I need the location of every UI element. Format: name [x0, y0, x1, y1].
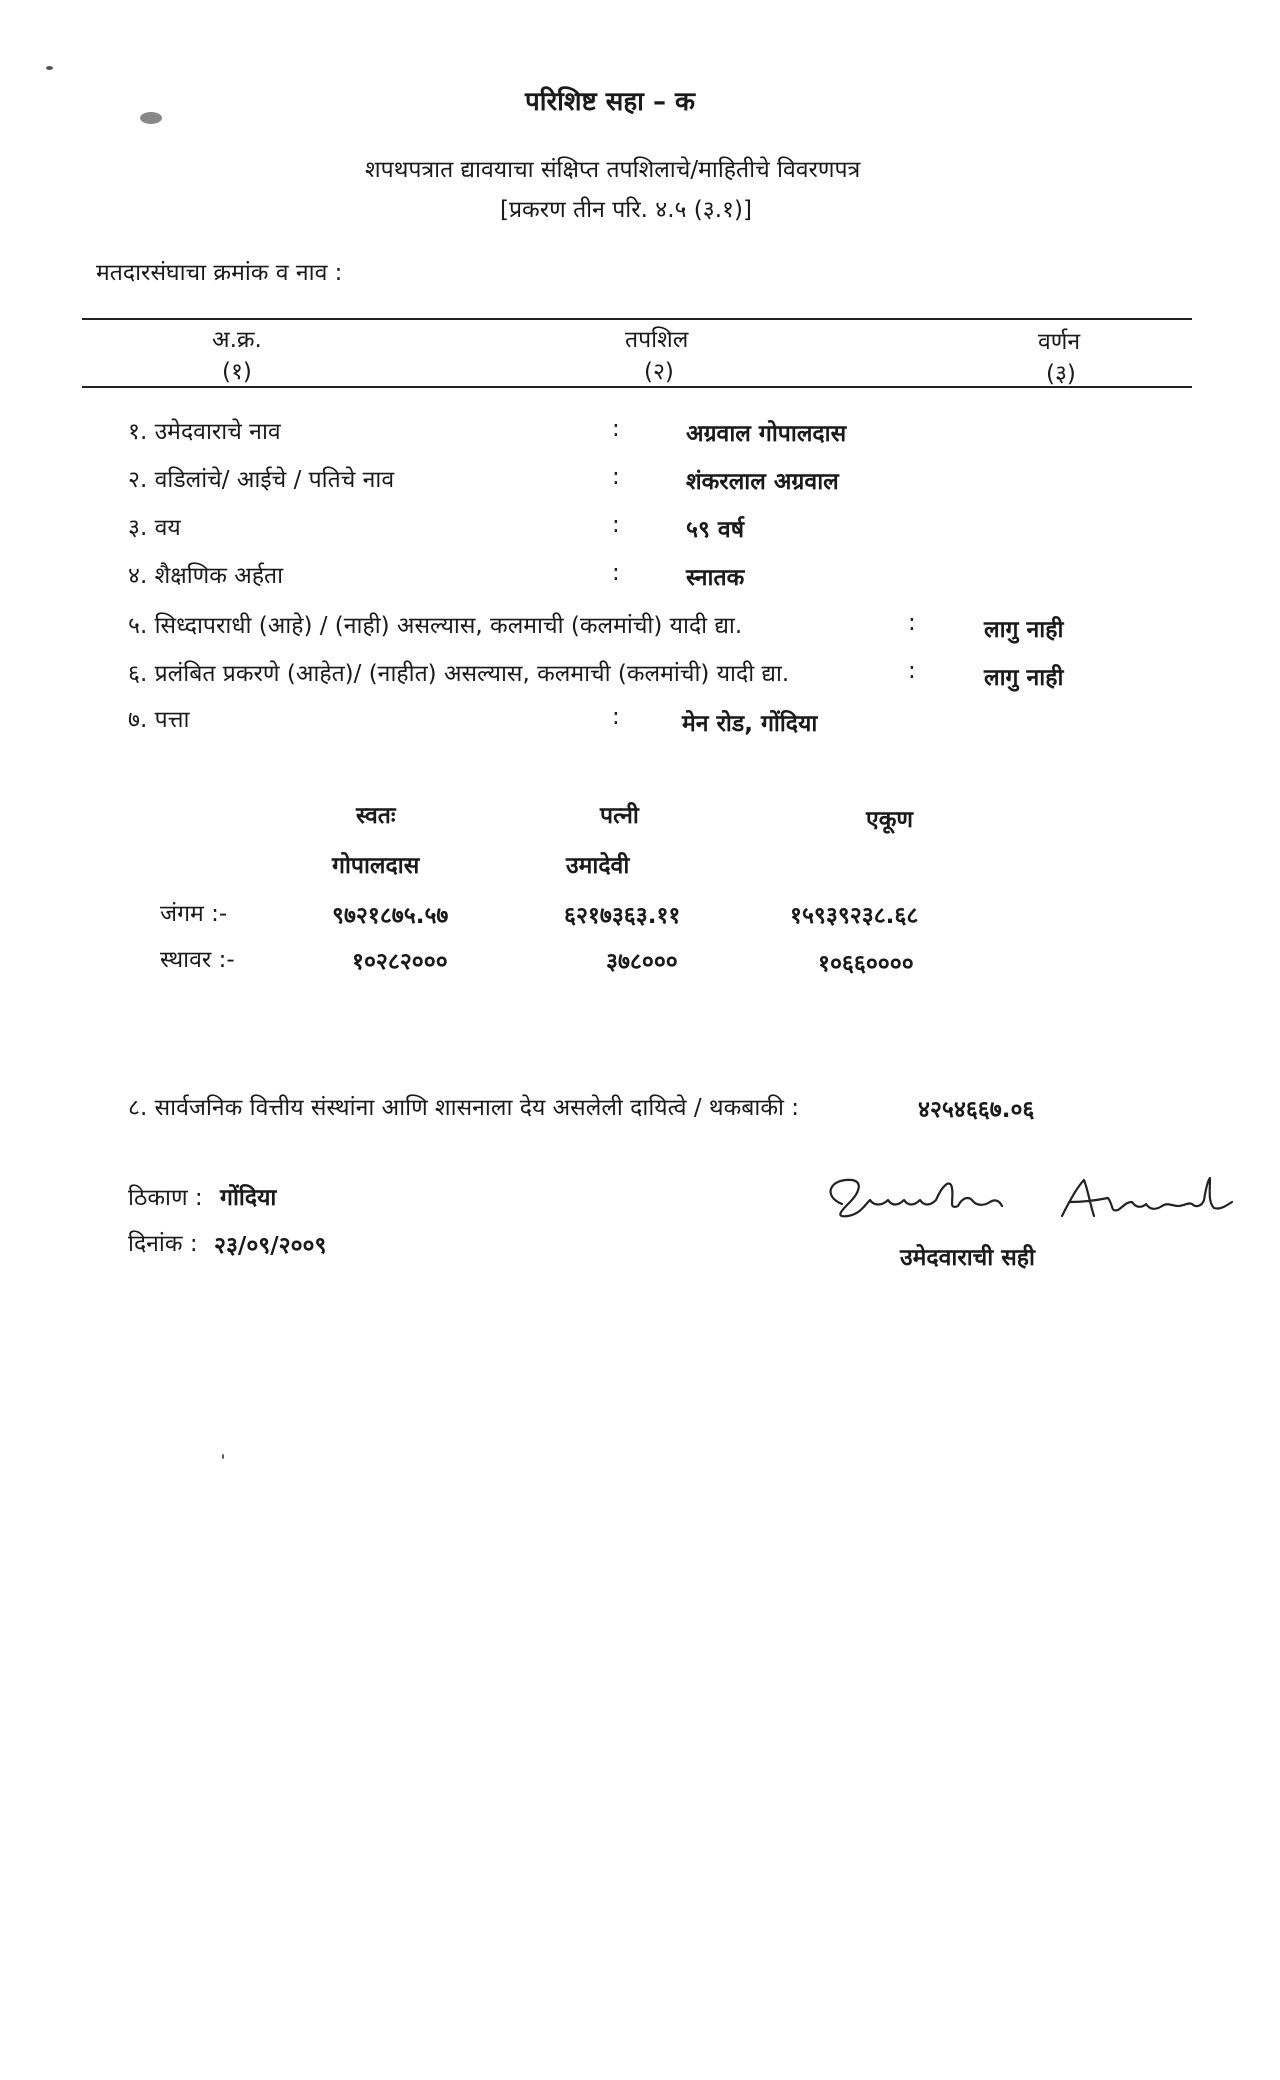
detail-label-father: २. वडिलांचे/ आईचे / पतिचे नाव — [128, 467, 395, 493]
detail-sep: : — [908, 610, 916, 636]
table-bottom-rule — [82, 386, 1192, 388]
candidate-signature — [812, 1166, 1242, 1236]
scan-speck — [46, 66, 53, 70]
assets-header-total: एकूण — [866, 807, 914, 833]
column-header-details: तपशिल — [625, 327, 689, 353]
assets-movable-total: १५९३९२३८.६८ — [790, 903, 919, 929]
detail-sep: : — [612, 512, 620, 538]
assets-header-spouse: पत्नी — [600, 803, 639, 829]
place-label: ठिकाण : — [128, 1185, 203, 1211]
detail-label-convicted: ५. सिध्दापराधी (आहे) / (नाही) असल्यास, कलमाची (कलमांची) यादी द्या. — [128, 613, 743, 639]
assets-row-immovable-label: स्थावर :- — [160, 947, 235, 973]
detail-value-address: मेन रोड, गोंदिया — [682, 711, 818, 737]
detail-value-pending: लागु नाही — [984, 665, 1064, 691]
assets-movable-spouse: ६२१७३६३.११ — [564, 903, 681, 929]
assets-immovable-spouse: ३७८००० — [606, 949, 678, 975]
column-header-description: वर्णन — [1038, 329, 1081, 355]
detail-sep: : — [612, 704, 620, 730]
date-label: दिनांक : — [128, 1231, 198, 1257]
detail-label-pending: ६. प्रलंबित प्रकरणे (आहेत)/ (नाहीत) असल्यास, कलमाची (कलमांची) यादी द्या. — [128, 661, 790, 687]
detail-value-father: शंकरलाल अग्रवाल — [686, 469, 839, 495]
detail-sep: : — [612, 464, 620, 490]
signature-caption: उमेदवाराची सही — [900, 1245, 1035, 1271]
column-header-description-num: (३) — [1046, 361, 1076, 387]
detail-label-education: ४. शैक्षणिक अर्हता — [128, 563, 284, 589]
assets-header-self: स्वतः — [356, 803, 396, 829]
liabilities-label: ८. सार्वजनिक वित्तीय संस्थांना आणि शासनाला देय असलेली दायित्वे / थकबाकी : — [128, 1095, 800, 1121]
assets-immovable-total: १०६६०००० — [818, 951, 914, 977]
detail-value-convicted: लागु नाही — [984, 617, 1064, 643]
assets-row-movable-label: जंगम :- — [160, 901, 228, 927]
page-subtitle: शपथपत्रात द्यावयाचा संक्षिप्त तपशिलाचे/माहितीचे विवरणपत्र — [365, 157, 861, 183]
assets-movable-self: ९७२१८७५.५७ — [332, 903, 449, 929]
detail-sep: : — [908, 658, 916, 684]
constituency-label: मतदारसंघाचा क्रमांक व नाव : — [96, 260, 343, 286]
detail-value-name: अग्रवाल गोपालदास — [686, 421, 847, 447]
place-value: गोंदिया — [220, 1185, 277, 1211]
detail-sep: : — [612, 416, 620, 442]
column-header-serial-num: (१) — [222, 359, 252, 385]
date-value: २३/०९/२००९ — [214, 1233, 327, 1259]
detail-label-address: ७. पत्ता — [128, 707, 190, 733]
page-reference: [प्रकरण तीन परि. ४.५ (३.१)] — [500, 197, 752, 223]
table-top-rule — [82, 318, 1192, 320]
page-title: परिशिष्ट सहा – क — [525, 87, 695, 117]
detail-sep: : — [612, 560, 620, 586]
detail-label-name: १. उमेदवाराचे नाव — [128, 419, 281, 445]
detail-label-age: ३. वय — [128, 515, 181, 541]
assets-name-spouse: उमादेवी — [566, 853, 630, 879]
column-header-serial: अ.क्र. — [212, 327, 262, 353]
scan-speck — [140, 112, 162, 124]
detail-value-education: स्नातक — [686, 565, 745, 591]
scan-speck — [222, 1454, 224, 1459]
column-header-details-num: (२) — [644, 359, 674, 385]
assets-immovable-self: १०२८२००० — [352, 949, 448, 975]
assets-name-self: गोपालदास — [332, 853, 420, 879]
detail-value-age: ५९ वर्ष — [686, 517, 745, 543]
liabilities-value: ४२५४६६७.०६ — [918, 1097, 1035, 1123]
